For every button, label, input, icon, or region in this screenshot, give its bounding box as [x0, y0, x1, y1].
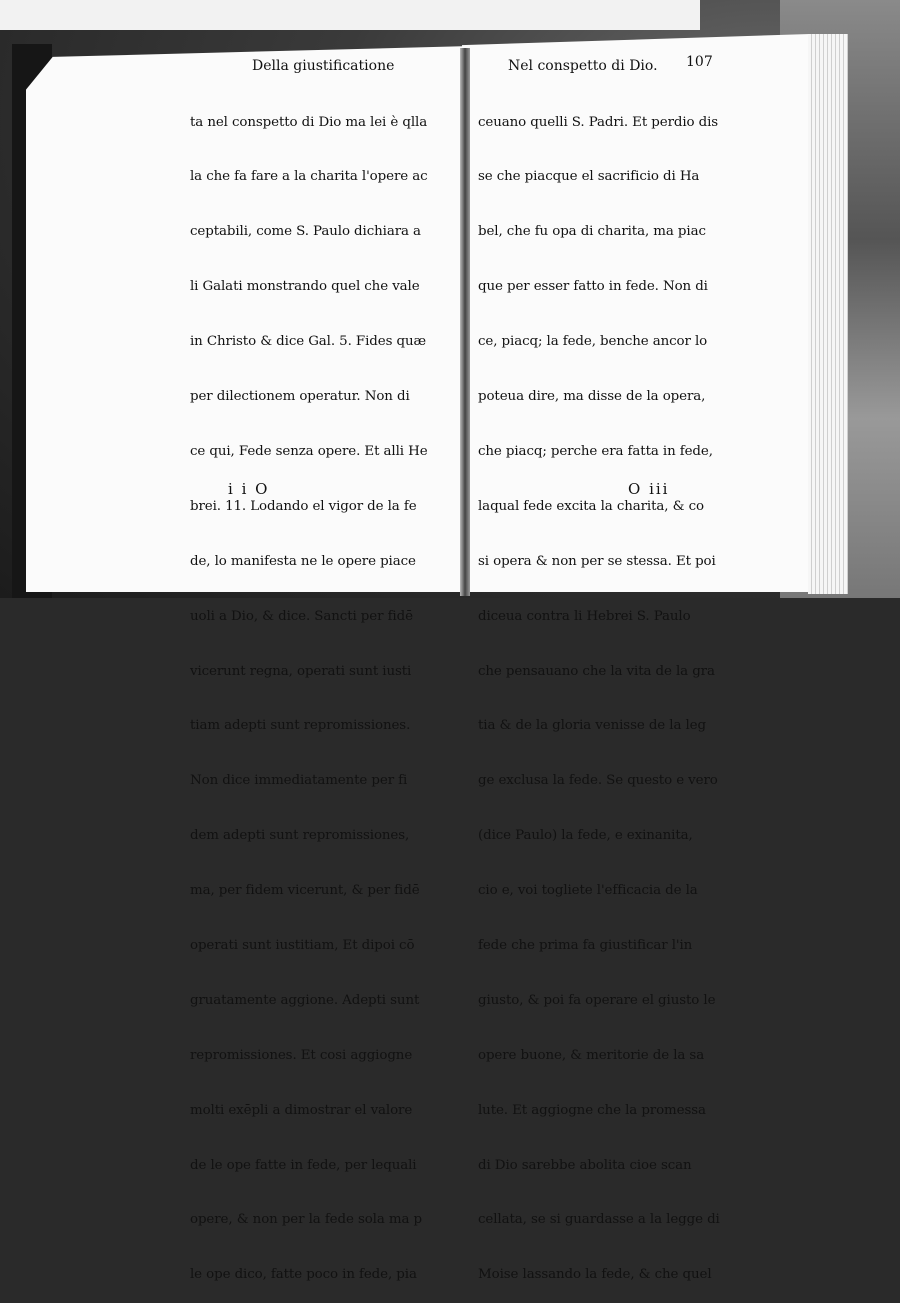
text-line: di Dio sarebbe abolita cioe scan: [478, 1157, 692, 1173]
text-line: ce, piacq; la fede, benche ancor lo: [478, 334, 708, 350]
text-line: si opera & non per se stessa. Et poi: [478, 553, 716, 569]
text-line: opere buone, & meritorie de la sa: [478, 1047, 705, 1063]
left-page-text: [190, 77, 428, 1303]
text-line: operati sunt iustitiam, Et dipoi cō: [190, 937, 415, 953]
text-line: de, lo manifesta ne le opere piace: [190, 553, 416, 569]
text-line: que per esser fatto in fede. Non di: [478, 279, 708, 295]
text-line: la che fa fare a la charita l'opere ac: [190, 169, 428, 185]
page-edges: [808, 34, 848, 594]
text-line: brei. 11. Lodando el vigor de la fe: [190, 498, 417, 514]
text-line: bel, che fu opa di charita, ma piac: [478, 224, 706, 240]
text-line: ceuano quelli S. Padri. Et perdio dis: [478, 114, 719, 130]
text-line: de le ope fatte in fede, per lequali: [190, 1157, 417, 1173]
text-line: uoli a Dio, & dice. Sancti per fidē: [190, 608, 413, 624]
text-line: vicerunt regna, operati sunt iusti: [190, 663, 412, 679]
text-line: in Christo & dice Gal. 5. Fides quæ: [190, 334, 426, 350]
text-line: li Galati monstrando quel che vale: [190, 279, 420, 295]
text-line: Non dice immediatamente per fi: [190, 773, 408, 789]
right-running-head: Nel conspetto di Dio.: [508, 58, 658, 74]
text-line: per dilectionem operatur. Non di: [190, 389, 410, 405]
open-book: [12, 24, 862, 598]
text-line: ma, per fidem vicerunt, & per fidē: [190, 883, 420, 899]
left-signature-mark: i i O: [228, 480, 270, 498]
text-line: fede che prima fa giustificar l'in: [478, 937, 693, 953]
text-line: tiam adepti sunt repromissiones.: [190, 718, 411, 734]
text-line: opere, & non per la fede sola ma p: [190, 1212, 423, 1228]
text-line: repromissiones. Et cosi aggiogne: [190, 1047, 413, 1063]
text-line: ce qui, Fede senza opere. Et alli He: [190, 443, 428, 459]
text-line: ge exclusa la fede. Se questo e vero: [478, 773, 718, 789]
text-line: Moise lassando la fede, & che quel: [478, 1267, 712, 1283]
text-line: lute. Et aggiogne che la promessa: [478, 1102, 706, 1118]
text-line: le ope dico, fatte poco in fede, pia: [190, 1267, 417, 1283]
text-line: che piacq; perche era fatta in fede,: [478, 443, 713, 459]
text-line: laqual fede excita la charita, & co: [478, 498, 704, 514]
text-line: diceua contra li Hebrei S. Paulo: [478, 608, 691, 624]
right-page-text: [478, 77, 720, 1303]
text-line: cio e, voi togliete l'efficacia de la: [478, 883, 698, 899]
text-line: se che piacque el sacrificio di Ha: [478, 169, 700, 185]
right-signature-mark: O iii: [628, 480, 670, 498]
text-line: tia & de la gloria venisse de la leg: [478, 718, 706, 734]
text-line: giusto, & poi fa operare el giusto le: [478, 992, 716, 1008]
text-line: cellata, se si guardasse a la legge di: [478, 1212, 720, 1228]
text-line: gruatamente aggione. Adepti sunt: [190, 992, 420, 1008]
text-line: poteua dire, ma disse de la opera,: [478, 389, 706, 405]
text-line: molti exēpli a dimostrar el valore: [190, 1102, 413, 1118]
text-line: che pensauano che la vita de la gra: [478, 663, 715, 679]
page-number: 107: [686, 54, 713, 70]
text-line: ceptabili, come S. Paulo dichiara a: [190, 224, 421, 240]
left-running-head: Della giustificatione: [252, 58, 395, 74]
text-line: (dice Paulo) la fede, e exinanita,: [478, 828, 693, 844]
book-gutter: [460, 48, 470, 596]
text-line: ta nel conspetto di Dio ma lei è qlla: [190, 114, 428, 130]
text-line: dem adepti sunt repromissiones,: [190, 828, 410, 844]
